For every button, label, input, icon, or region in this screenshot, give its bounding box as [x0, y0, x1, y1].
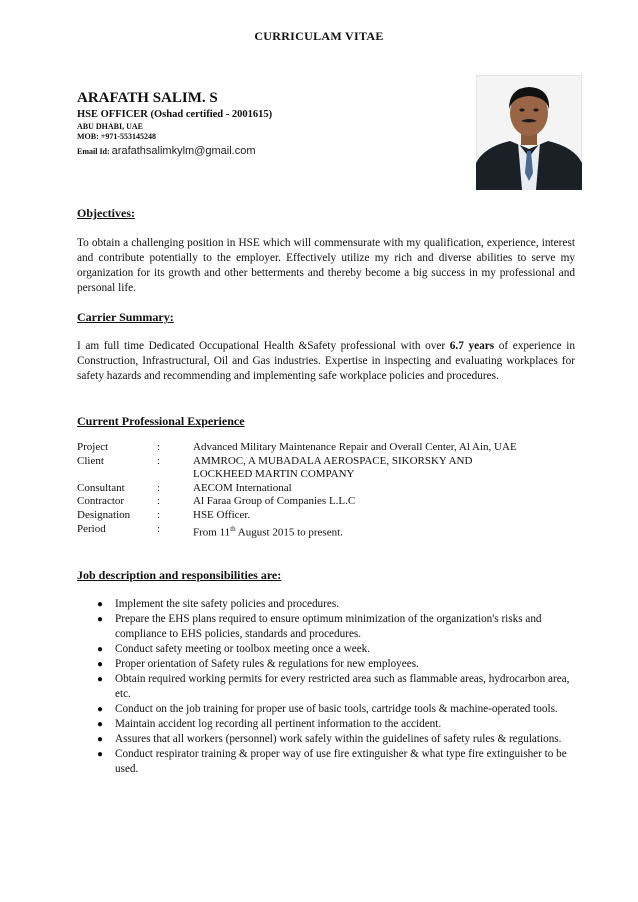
email-address[interactable]: arafathsalimkylm@gmail.com: [111, 145, 256, 157]
bullet-icon: ●: [97, 674, 104, 685]
period-start: From 11: [193, 526, 231, 539]
list-item-text: Conduct safety meeting or toolbox meeting once a week.: [115, 643, 371, 655]
experience-row-project: [77, 441, 543, 455]
detail-colon: :: [157, 441, 161, 453]
objectives-paragraph: To obtain a challenging position in HSE which will commensurate with my qualification, experience, interest and contribute potentially to the employer. Effectively utilize my rich and diverse abilities to serve my organization for its growth and other betterments and thereby become a big success in my professional and personal life.: [77, 237, 575, 294]
bullet-icon: ●: [97, 599, 104, 610]
summary-years: 6.7 years: [449, 340, 495, 352]
responsibilities-heading: Job description and responsibilities are:: [77, 568, 282, 582]
list-item-text: Conduct on the job training for proper use of basic tools, cartridge tools & machine-operated tools.: [115, 703, 558, 715]
list-item: [77, 642, 577, 657]
detail-colon: :: [157, 454, 161, 467]
bullet-icon: ●: [97, 734, 104, 745]
detail-colon: :: [157, 522, 161, 535]
detail-label: Contractor: [77, 495, 125, 508]
detail-value: AECOM International: [193, 481, 292, 494]
experience-row-consultant: [77, 482, 543, 496]
list-item-text: Proper orientation of Safety rules & regulations for new employees.: [115, 658, 419, 670]
list-item: [77, 717, 577, 732]
bullet-icon: ●: [97, 614, 104, 625]
detail-value: [193, 523, 543, 540]
list-item-text: Maintain accident log recording all pertinent information to the accident.: [115, 718, 442, 730]
list-item: [77, 747, 577, 777]
summary-paragraph: [77, 339, 575, 384]
detail-value: AMMROC, A MUBADALA AEROSPACE, SIKORSKY AND LOCKHEED MARTIN COMPANY: [193, 454, 473, 481]
list-item: [77, 597, 577, 612]
experience-row-designation: [77, 509, 543, 523]
bullet-icon: ●: [97, 644, 104, 655]
list-item: [77, 657, 577, 672]
list-item-text: Obtain required working permits for every restricted area such as flammable areas, hydrocarbon area, etc.: [115, 673, 570, 700]
experience-row-period: [77, 523, 543, 540]
candidate-mobile: MOB: +971-553145248: [77, 132, 156, 141]
responsibilities-list: [77, 597, 577, 777]
bullet-icon: ●: [97, 659, 104, 670]
list-item: [77, 732, 577, 747]
detail-label: Consultant: [77, 481, 125, 494]
profile-photo: [476, 75, 582, 190]
detail-value: Al Faraa Group of Companies L.L.C: [193, 495, 356, 508]
detail-value: HSE Officer.: [193, 508, 251, 521]
email-label: Email Id:: [77, 147, 110, 156]
candidate-name: ARAFATH SALIM. S: [77, 90, 218, 106]
list-item: [77, 702, 577, 717]
document-title: CURRICULAM VITAE: [254, 29, 384, 43]
candidate-role: HSE OFFICER (Oshad certified - 2001615): [77, 109, 273, 120]
period-end: August 2015 to present.: [235, 526, 343, 539]
bullet-icon: ●: [97, 749, 104, 760]
experience-row-contractor: [77, 495, 543, 509]
list-item-text: Conduct respirator training & proper way of use fire extinguisher & what type fire extinguisher to be used.: [115, 748, 567, 775]
detail-value: Advanced Military Maintenance Repair and Overall Center, Al Ain, UAE: [193, 441, 517, 453]
candidate-location: ABU DHABI, UAE: [77, 122, 144, 131]
detail-label: Designation: [77, 508, 131, 521]
detail-colon: :: [157, 508, 161, 521]
experience-details: [77, 441, 543, 540]
summary-text: [77, 339, 575, 384]
detail-label: Project: [77, 441, 109, 453]
summary-heading: Carrier Summary:: [77, 310, 174, 324]
bullet-icon: ●: [97, 704, 104, 715]
detail-colon: :: [157, 481, 161, 494]
list-item-text: Prepare the EHS plans required to ensure optimum minimization of the organization's risks and compliance to EHS policies, standards and procedures.: [115, 613, 542, 640]
list-item-text: Assures that all workers (personnel) work safely within the guidelines of safety rules & regulations.: [115, 733, 562, 745]
summary-rest: of experience in Construction, Infrastructural, Oil and Gas industries. Expertise in inspecting and evaluating workplaces for safety hazards and recommending and implementing safe workplace policies and procedures.: [77, 340, 575, 382]
bullet-icon: ●: [97, 719, 104, 730]
detail-label: Period: [77, 522, 106, 535]
list-item: [77, 612, 577, 642]
objectives-heading: Objectives:: [77, 206, 135, 220]
period-ordinal: th: [230, 524, 236, 533]
list-item-text: Implement the site safety policies and procedures.: [115, 598, 339, 610]
experience-heading: Current Professional Experience: [77, 414, 245, 428]
detail-label: Client: [77, 454, 104, 467]
list-item: [77, 672, 577, 702]
objectives-text: [77, 236, 575, 296]
summary-intro: I am full time Dedicated Occupational Health &Safety professional with over: [77, 340, 450, 352]
detail-colon: :: [157, 495, 161, 508]
email-row: [77, 145, 255, 157]
experience-row-client: [77, 455, 543, 482]
